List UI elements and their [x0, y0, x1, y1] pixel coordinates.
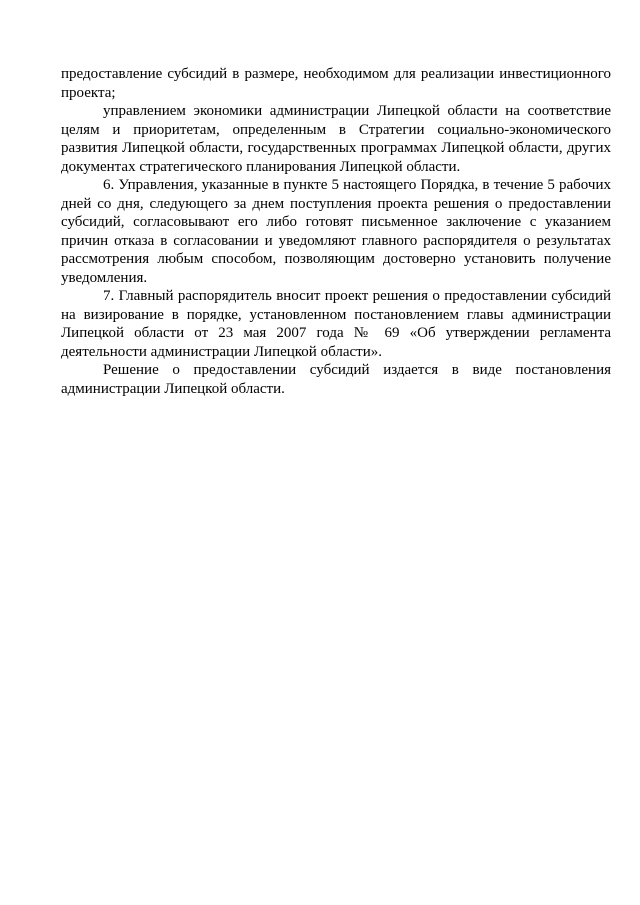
document-page: [61, 65, 611, 398]
paragraph-item-6: 6. Управления, указанные в пункте 5 настоящего Порядка, в течение 5 рабочих дней со дня, следующего за днем поступления проекта решения о предоставлении субсидий, согласовывают его либо готовят письменное заключение с указанием причин отказа в согласовании и уведомляют главного распорядителя о результатах рассмотрения любым способом, позволяющим достоверно установить получение уведомления.: [61, 177, 611, 286]
paragraph-subsidy-amount: предоставление субсидий в размере, необходимом для реализации инвестиционного проекта;: [61, 66, 611, 101]
paragraph-economy-department: управлением экономики администрации Липецкой области на соответствие целям и приоритетам, определенным в Стратегии социально-экономического развития Липецкой области, государственных программах Липецкой области, других документах стратегического планирования Липецкой области.: [61, 103, 611, 175]
paragraph-decision: Решение о предоставлении субсидий издается в виде постановления администрации Липецкой области.: [61, 362, 611, 397]
paragraph-item-7: 7. Главный распорядитель вносит проект решения о предоставлении субсидий на визирование в порядке, установленном постановлением главы администрации Липецкой области от 23 мая 2007 года № 69 «Об утверждении регламента деятельности администрации Липецкой области».: [61, 288, 611, 360]
